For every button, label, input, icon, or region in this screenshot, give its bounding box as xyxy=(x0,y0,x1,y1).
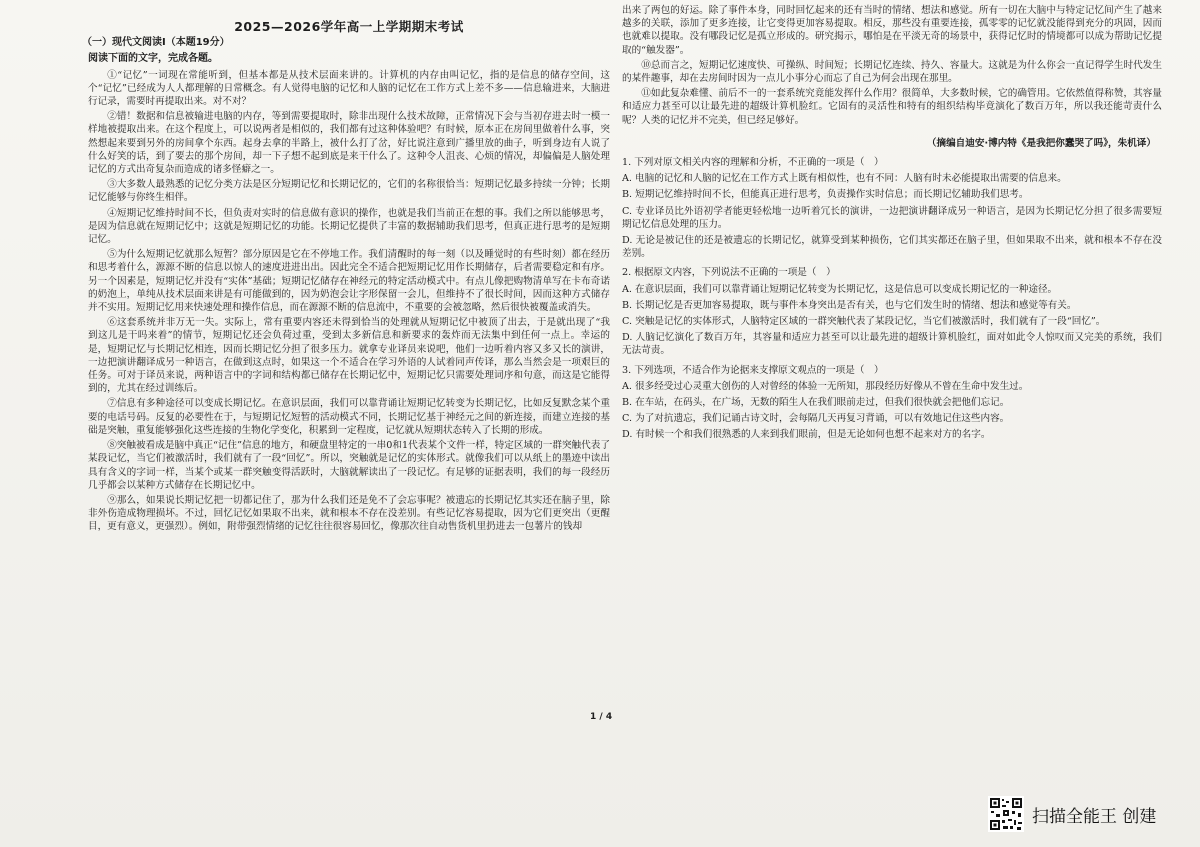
passage-paragraph: ⑪如此复杂难懂、前后不一的一套系统究竟能发挥什么作用？很简单，大多数时候，它的确管用。它依然值得称赞，其容量和适应力甚至可以让最先进的超级计算机脸红。它固有的灵活性和特有的组织结构毕竟演化了数百万年，所以我还能苛责什么呢？人类的记忆并不完美，但已经足够好。 xyxy=(622,88,1162,126)
passage-paragraph: ①“记忆”一词现在常能听到，但基本都是从技术层面来讲的。计算机的内存由叫记忆，指的是信息的储存空间，这个“记忆”已经成为人人都理解的日常概念。有人觉得电脑的记忆和人脑的记忆在工作方式上差不多——信息输进来，大脑进行记录，需要时再提取出来。对不对？ xyxy=(88,69,610,108)
question-3-option-d: D. 有时候一个和我们很熟悉的人来到我们眼前，但是无论如何也想不起来对方的名字。 xyxy=(622,429,991,441)
passage-paragraph: ④短期记忆维持时间不长，但负责对实时的信息做有意识的操作，也就是我们当前正在想的事。我们之所以能够思考，是因为信息就在短期记忆中；这就是短期记忆的功能。长期记忆提供了丰富的数据辅助我们思考，但真正进行思考的是短期记忆。 xyxy=(88,207,610,246)
question-3-option-a: A. 很多经受过心灵重大创伤的人对曾经的体验一无所知，那段经历好像从不曾在生命中发生过。 xyxy=(622,380,1029,392)
exam-title: 2025—2026学年高一上学期期末考试 xyxy=(234,19,464,34)
left-column xyxy=(82,4,610,536)
scanner-watermark xyxy=(988,796,1156,832)
question-1-option-a: A. 电脑的记忆和人脑的记忆在工作方式上既有相似性，也有不同：人脑有时未必能提取出需要的信息来。 xyxy=(622,173,1067,185)
passage-paragraph: ⑩总而言之，短期记忆速度快、可操纵、时间短；长期记忆连续、持久、容量大。这就是为什么你会一直记得学生时代发生的某件趣事，却在去房间时因为一点儿小事分心而忘了自己为何会出现在那里。 xyxy=(622,59,1162,85)
question-3-stem: 3. 下列选项，不适合作为论据来支撑原文观点的一项是（ ） xyxy=(622,364,884,376)
right-column xyxy=(622,4,1162,444)
question-1-option-c: C. 专业译员比外语初学者能更轻松地一边听着冗长的演讲，一边把演讲翻译成另一种语言，是因为长期记忆分担了很多需要短期记忆信息处理的压力。 xyxy=(622,205,1162,230)
qr-code-icon xyxy=(988,796,1024,832)
source-note: （摘编自迪安·博内特《是我把你蠢哭了吗》，朱机译） xyxy=(926,137,1156,149)
passage-paragraph: ⑥这套系统并非万无一失。实际上，常有重要内容还未得到恰当的处理就从短期记忆中被顶了出去，于是就出现了“我到这儿是干吗来着”的情节，短期记忆还会负荷过重，受到太多新信息和新要求的轰炸而无法集中到任何一点上。幸运的是，短期记忆与长期记忆相连，因而长期记忆分担了很多压力。就拿专业译员来说吧，他们一边听着内容又多又长的演讲，一边把演讲翻译成另一种语言，在做到这点时，如果这一个不适合在学习外语的人试着同声传译，那么当然会是一项艰巨的任务。可对于译员来说，两种语言中的字词和结构都已储存在长期记忆中，短期记忆只需要处理词序和句意，而这是它能得到的，尤其在经过训练后。 xyxy=(88,317,610,395)
reading-instruction: 阅读下面的文字，完成各题。 xyxy=(88,53,218,65)
question-3-option-c: C. 为了对抗遗忘，我们记诵古诗文时，会每隔几天再复习背诵，可以有效地记住这些内容。 xyxy=(622,413,1010,425)
passage-paragraph: ②错！数据和信息被输进电脑的内存，等到需要提取时，除非出现什么技术故障，正常情况下会与当初存进去时一模一样地被提取出来。在这个程度上，可以说两者是相似的，我们都有过这种体验吧？有时候，原本正在房间里做着什么事，突然想起来要到另外的房间拿个东西。起身去拿的半路上，被什么打了岔，好比说注意到广播里放的曲子，听到身边有人说了什么好笑的话，到了要去的那个房间，却一下子想不起到底是来干什么了。这种令人沮丧、心烦的情况，却偏偏是人脑处理记忆的方式出奇复杂而造成的诸多怪癖之一。 xyxy=(88,111,610,176)
question-2-option-a: A. 在意识层面，我们可以靠背诵让短期记忆转变为长期记忆，这是信息可以变成长期记忆的一种途径。 xyxy=(622,283,1058,295)
question-2-option-d: D. 人脑记忆演化了数百万年，其容量和适应力甚至可以让最先进的超级计算机脸红，面对如此令人惊叹而又完美的系统，我们无法苛责。 xyxy=(622,332,1162,357)
question-2-stem: 2. 根据原文内容，下列说法不正确的一项是（ ） xyxy=(622,267,836,279)
passage-paragraph: ③大多数人最熟悉的记忆分类方法是区分短期记忆和长期记忆的，它们的名称很恰当：短期记忆最多持续一分钟；长期记忆能够与你终生相伴。 xyxy=(88,179,610,204)
watermark-text: 扫描全能王 创建 xyxy=(1032,806,1157,827)
question-2-option-b: B. 长期记忆是否更加容易提取，既与事件本身突出是否有关，也与它们发生时的情绪、想法和感觉等有关。 xyxy=(622,299,1077,311)
passage-paragraph: ⑨那么，如果说长期记忆把一切都记住了，那为什么我们还是免不了会忘事呢？被遗忘的长期记忆其实还在脑子里，除非外伤造成物理损坏。不过，回忆记忆如果取不出来，就和根本不存在没差别。有些记忆容易提取，因为它们更突出（更醒目，更有意义，更强烈）。例如，附带强烈情绪的记忆往往很容易回忆，像那次往自动售货机里扔进去一包薯片的钱却 xyxy=(88,494,610,533)
passage-paragraph: ⑧突触被看成是脑中真正“记住”信息的地方，和硬盘里特定的一串0和1代表某个文件一样，特定区域的一群突触代表了某段记忆，当它们被激活时，我们就有了一段“回忆”。所以，突触就是记忆的实体形式。就像我们可以从纸上的墨迹中读出具有含义的字词一样，当某个或某一群突触变得活跃时，大脑就解读出了一段记忆。有足够的证据表明，我们的每一段经历几乎都会以某种方式储存在长期记忆中。 xyxy=(88,440,610,491)
page-number: 1 / 4 xyxy=(590,712,613,722)
question-1-option-d: D. 无论是被记住的还是被遗忘的长期记忆，就算受到某种损伤，它们其实都还在脑子里，但如果取不出来，就和根本不存在没差别。 xyxy=(622,235,1162,260)
question-3-option-b: B. 在车站，在码头，在广场，无数的陌生人在我们眼前走过，但我们很快就会把他们忘记。 xyxy=(622,397,1010,409)
passage-paragraph: 出来了两包的好运。除了事件本身，同时回忆起来的还有当时的情绪、想法和感觉。所有一切在大脑中与特定记忆间产生了越来越多的关联，添加了更多连接，让它变得更加容易提取。相反，那些没有重要连接，孤零零的记忆就没能得到充分的巩固，因而也就难以提取。没有哪段记忆是孤立形成的。研究揭示，哪怕是在平淡无奇的场景中，获得记忆时的情境都可以成为帮助记忆提取的“触发器”。 xyxy=(622,5,1162,56)
question-1-option-b: B. 短期记忆维持时间不长，但能真正进行思考，负责操作实时信息；而长期记忆辅助我们思考。 xyxy=(622,189,1029,201)
section-title: （一）现代文阅读Ⅰ（本题19分） xyxy=(82,37,230,49)
passage-paragraph: ⑦信息有多种途径可以变成长期记忆。在意识层面，我们可以靠背诵让短期记忆转变为长期记忆，比如反复默念某个重要的电话号码。反复的必要性在于，与短期记忆短暂的活动模式不同，长期记忆基于神经元之间的新连接，而建立连接的基础是突触，重复能够强化这些连接的生物化学变化，积累到一定程度，记忆就从短期状态转入了长期的形成。 xyxy=(88,398,610,436)
question-1-stem: 1. 下列对原文相关内容的理解和分析，不正确的一项是（ ） xyxy=(622,157,884,169)
passage-paragraph: ⑤为什么短期记忆就那么短暂？部分原因是它在不停地工作。我们清醒时的每一刻（以及睡觉时的有些时刻）都在经历和思考着什么，源源不断的信息以惊人的速度进进出出。因此完全不适合把短期记忆用作长期储存，后者需要稳定和有序。另一个因素是，短期记忆并没有“实体”基础；短期记忆储存在神经元的特定活动模式中。有点儿像把购物清单写在卡布奇诺的奶泡上，单纯从技术层面来讲是有可能做到的，因为奶泡会让字形保留一会儿，但维持不了很长时间，因而这种方式储存并不实用。短期记忆用来快速处理和操作信息，而在源源不断的信息流中，不重要的会被忽略，然后很快被覆盖或消失。 xyxy=(88,249,610,314)
question-2-option-c: C. 突触是记忆的实体形式，人脑特定区域的一群突触代表了某段记忆，当它们被激活时，我们就有了一段“回忆”。 xyxy=(622,316,1106,328)
